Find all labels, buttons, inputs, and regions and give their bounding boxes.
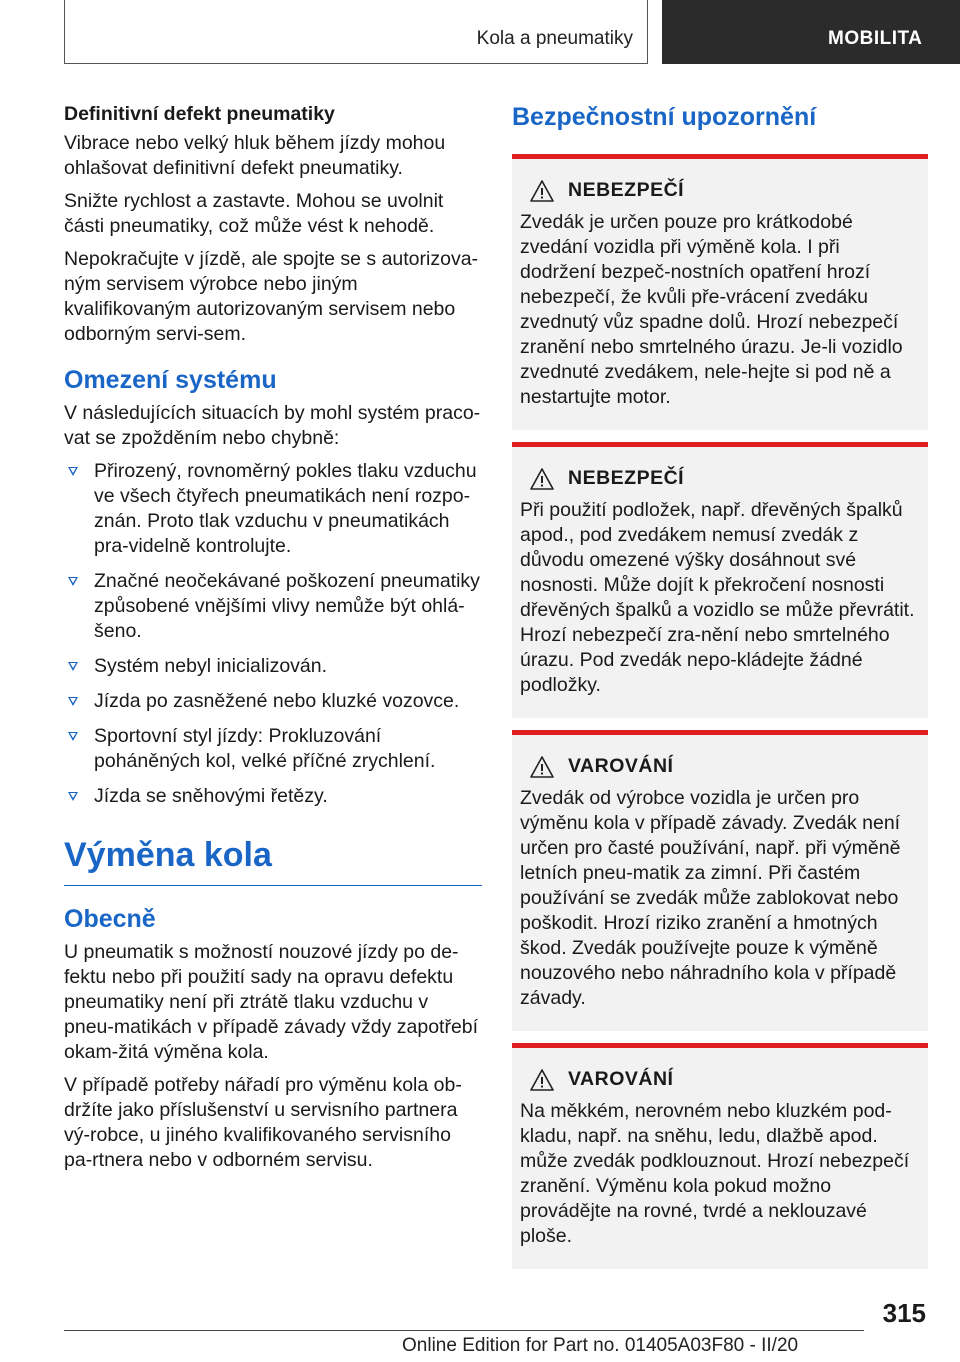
list-item: Značné neočekávané poškození pneumatiky způsobené vnějšími vlivy nemůže být ohlá-šeno.	[64, 569, 482, 644]
limits-intro: V následujících situacích by mohl systém praco-vat se zpožděním nebo chybně:	[64, 402, 481, 449]
defect-paragraph-3: Nepokračujte v jízdě, ale spojte se s autorizova-ným servisem výrobce nebo jiným kvalifikovaným autorizovaným servisem nebo odborným servi-sem.	[64, 248, 479, 345]
general-paragraph-1: U pneumatik s možností nouzové jízdy po de-fektu nebo při použití sady na opravu defektu pneumatiky není při ztrátě tlaku vzduchu v pneu-matikách v případě závady vždy zapotřebí okam-žitá výměna kola.	[64, 941, 479, 1063]
warning-title: VAROVÁNÍ	[568, 755, 674, 777]
header-section-box	[64, 0, 648, 64]
list-item: Jízda po zasněžené nebo kluzké vozovce.	[64, 689, 482, 714]
header-chapter-box	[662, 0, 960, 64]
warning-box	[512, 730, 928, 1031]
warning-text: Na měkkém, nerovném nebo kluzkém pod-kladu, např. na sněhu, ledu, dlažbě apod. může zvedák podklouznout. Hrozí nebezpečí zranění. Výměnu kola pokud možno provádějte na rovné, tvrdé a neklouzavé ploše.	[520, 1100, 910, 1247]
warning-title: VAROVÁNÍ	[568, 1068, 674, 1090]
limits-list	[64, 459, 482, 809]
left-column	[64, 102, 482, 1181]
warning-triangle-icon	[530, 180, 554, 202]
warning-text: Zvedák je určen pouze pro krátkodobé zvedání vozidla při výměně kola. I při dodržení bezpeč-nostních opatření hrozí nebezpečí, že kvůli pře-vrácení zvedáku zvednutý vůz spadne dolů. Hrozí nebezpečí zranění nebo smrtelného úrazu. Je-li vozidlo zvednuté zvedákem, nele-hejte si pod ně a nestartujte motor.	[520, 211, 903, 408]
warning-title: NEBEZPEČÍ	[568, 179, 685, 201]
warning-box	[512, 154, 928, 430]
footer-edition: Online Edition for Part no. 01405A03F80 - II/20	[402, 1335, 799, 1356]
warning-box	[512, 442, 928, 718]
bullet-triangle-icon	[68, 577, 78, 586]
warning-text: Zvedák od výrobce vozidla je určen pro výměnu kola v případě závady. Zvedák není určen pro časté používání, např. při výměně letních pneu-matik za zimní. Při častém používání se zvedák může zablokovat nebo poškodit. Hrozí riziko zranění a hmotných škod. Zvedák používejte pouze k výměně nouzového nebo náhradního kola v případě závady.	[520, 787, 901, 1009]
defect-heading: Definitivní defekt pneumatiky	[64, 103, 335, 125]
warning-triangle-icon	[530, 468, 554, 490]
bullet-triangle-icon	[68, 467, 78, 476]
wheel-change-heading: Výměna kola	[64, 835, 482, 886]
general-paragraph-2: V případě potřeby nářadí pro výměnu kola ob-držíte jako příslušenství u servisního partnera vý-robce, u jiného kvalifikovaného servisního pa-rtnera nebo v odborném servisu.	[64, 1074, 462, 1171]
footer-divider	[64, 1330, 864, 1331]
warning-text: Při použití podložek, např. dřevěných špalků apod., pod zvedákem nemusí zvedák z důvodu omezené výšky dosáhnout své nosnosti. Může dojít k překročení nosnosti dřevěných špalků a vozidlo se může převrátit. Hrozí nebezpečí zra-nění nebo smrtelného úrazu. Pod zvedák nepo-kládejte žádné podložky.	[520, 499, 915, 696]
safety-heading: Bezpečnostní upozornění	[512, 103, 817, 131]
page-number: 315	[882, 1298, 926, 1328]
warning-box	[512, 1043, 928, 1269]
warning-triangle-icon	[530, 1069, 554, 1091]
bullet-triangle-icon	[68, 732, 78, 741]
defect-paragraph-1: Vibrace nebo velký hluk během jízdy mohou ohlašovat definitivní defekt pneumatiky.	[64, 132, 446, 179]
limits-heading: Omezení systému	[64, 366, 277, 394]
general-heading: Obecně	[64, 905, 156, 933]
list-item: Sportovní styl jízdy: Prokluzování poháněných kol, velké příčné zrychlení.	[64, 724, 482, 774]
defect-paragraph-2: Snižte rychlost a zastavte. Mohou se uvolnit části pneumatiky, což může vést k nehodě.	[64, 190, 444, 237]
right-column	[512, 102, 928, 1281]
list-item: Systém nebyl inicializován.	[64, 654, 482, 679]
bullet-triangle-icon	[68, 662, 78, 671]
list-item: Jízda se sněhovými řetězy.	[64, 784, 482, 809]
warning-title: NEBEZPEČÍ	[568, 467, 685, 489]
bullet-triangle-icon	[68, 697, 78, 706]
bullet-triangle-icon	[68, 792, 78, 801]
warning-triangle-icon	[530, 756, 554, 778]
header-chapter-title: MOBILITA	[828, 28, 923, 49]
list-item: Přirozený, rovnoměrný pokles tlaku vzduchu ve všech čtyřech pneumatikách není rozpo-znán. Proto tlak vzduchu v pneumatikách pra-videlně kontrolujte.	[64, 459, 482, 559]
header-section-title: Kola a pneumatiky	[476, 28, 633, 49]
